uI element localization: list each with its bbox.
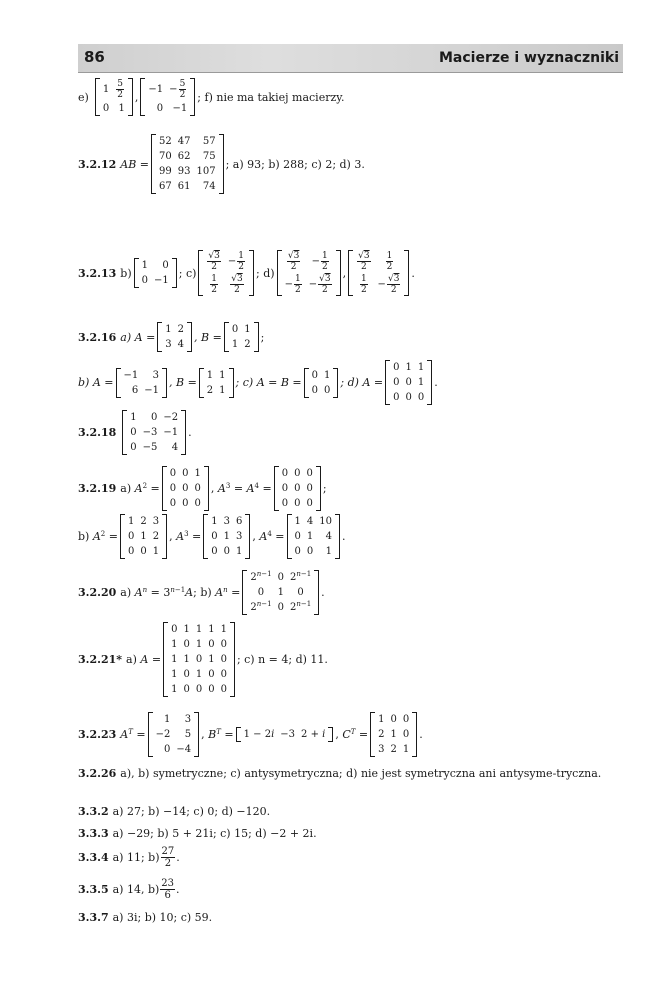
matrix: 1 4 10 0 1 4 0 0 1 bbox=[287, 514, 340, 559]
matrix-cell: 1 bbox=[208, 624, 215, 635]
exercise-3-2-16-a: 3.2.16 a) A = 1 2 3 4 , B = 0 1 1 2 ; bbox=[78, 324, 265, 350]
matrix: 1 3 6 0 1 3 0 0 1 bbox=[203, 514, 250, 559]
exercise-3-2-26: 3.2.26 a), b) symetryczne; c) antysymetryczna; d) nie jest symetryczna ani antysyme-tryczna. bbox=[78, 767, 602, 780]
page-number: 86 bbox=[84, 48, 105, 66]
exercise-3-2-18: 3.2.18 1 0 −2 0 −3 −1 0 −5 4 . bbox=[78, 412, 192, 453]
matrix-cell: 0 bbox=[183, 684, 190, 695]
matrix-cell: 1 bbox=[183, 624, 190, 635]
matrix-cell: 75 bbox=[202, 151, 216, 162]
matrix-cell: −2 bbox=[163, 412, 179, 423]
exercise-3-2-19-a: 3.2.19 a) $A^2$ = 0 0 1 0 0 0 0 0 0 , $A^3 = A^4$ = 0 0 0 0 0 0 0 0 0 ; bbox=[78, 468, 327, 509]
exercise-3-2-23: 3.2.23 $A^T$ = 1 3 −2 5 0 −4 , $B^T$ = 1 − 2i −3 2 + i , $C^T$ = 1 0 0 2 1 0 3 2 1 . bbox=[78, 714, 423, 755]
matrix-cell: 52 bbox=[159, 136, 172, 147]
matrix: 1 3 −2 5 0 −4 bbox=[148, 712, 200, 757]
matrix-cell: 0 bbox=[195, 654, 203, 665]
matrix-cell: 74 bbox=[202, 181, 216, 192]
matrix-cell: 107 bbox=[196, 166, 216, 177]
matrix: 1 − 2i −3 2 + i bbox=[236, 727, 334, 742]
matrix-cell: −1 bbox=[163, 427, 179, 438]
matrix-cell: 0 bbox=[183, 669, 190, 680]
running-header bbox=[78, 44, 623, 73]
matrix bbox=[163, 622, 235, 697]
exercise-3-2-16-bcd: b) A = −1 3 6 −1 , B = 1 1 2 1 ; c) A = B = 0 1 0 0 ; d) A = 0 1 1 0 0 1 0 0 0 . bbox=[78, 362, 438, 403]
exercise-3-3-7: 3.3.7 a) 3i; b) 10; c) 59. bbox=[78, 911, 213, 924]
matrix: 0 0 0 0 0 0 0 0 0 bbox=[274, 466, 321, 511]
exercise-3-2-20: 3.2.20 a) $A^n = 3^{n-1}A$; b) $A^n$ = $2^{n-1}$ 0 $2^{n-1}$ 0 1 0 $2^{n-1}$ 0 $2^{n-1}$ . bbox=[78, 570, 325, 613]
matrix: $\frac{√3}{2}$ $\frac{1}{2}$ $\frac{1}{2}$ − $\frac{√3}{2}$ bbox=[348, 250, 409, 296]
matrix: 1 0 0 2 1 0 3 2 1 bbox=[370, 712, 417, 757]
matrix: 0 0 1 0 0 0 0 0 0 bbox=[162, 466, 209, 511]
matrix: −1 3 6 −1 bbox=[116, 368, 168, 398]
matrix-cell: 1 bbox=[171, 639, 178, 650]
matrix-cell: 1 bbox=[195, 624, 203, 635]
matrix: $\frac{√3}{2}$ − $\frac{1}{2}$ $\frac{1}{2}$ $\frac{√3}{2}$ bbox=[198, 250, 254, 296]
exercise-3-3-2: 3.3.2 a) 27; b) −14; c) 0; d) −120. bbox=[78, 805, 271, 818]
matrix-ab bbox=[151, 134, 224, 194]
matrix: $2^{n-1}$ 0 $2^{n-1}$ 0 1 0 $2^{n-1}$ 0 $2^{n-1}$ bbox=[242, 570, 319, 615]
matrix-cell: 0 bbox=[220, 639, 227, 650]
matrix-cell: −3 bbox=[142, 427, 158, 438]
matrix-cell: 0 bbox=[220, 654, 227, 665]
matrix-cell: 0 bbox=[183, 639, 190, 650]
matrix-cell: 67 bbox=[159, 181, 172, 192]
matrix-cell: 1 bbox=[195, 639, 203, 650]
matrix-cell: −5 bbox=[142, 442, 158, 453]
matrix-cell: 0 bbox=[130, 427, 137, 438]
matrix-cell: 1 bbox=[171, 654, 178, 665]
matrix-cell: 47 bbox=[177, 136, 191, 147]
exercise-3-2-12: 3.2.12 AB = 52 47 57 70 62 75 99 93 107 67 61 74 ; a) 93; b) 288; c) 2; d) 3. bbox=[78, 136, 365, 192]
matrix-cell: 99 bbox=[159, 166, 172, 177]
matrix-cell: 0 bbox=[195, 684, 203, 695]
answers-3-2-12: ; a) 93; b) 288; c) 2; d) 3. bbox=[225, 157, 365, 171]
matrix-cell: 0 bbox=[130, 442, 137, 453]
matrix-cell: 1 bbox=[208, 654, 215, 665]
matrix: 1 1 2 1 bbox=[199, 368, 234, 398]
matrix-cell: 1 bbox=[220, 624, 227, 635]
exercise-3-2-13: 3.2.13 b) 1 0 0 −1 ; c) $\frac{√3}{2}$ − $\frac{1}{2}$ $\frac{1}{2}$ $\frac{√3}{2}$ ; d) $\frac{√3}{2}$ − $\frac{1}{2}$ − $\frac{1}{2}$ − $\frac{√3}{2}$ , $\frac{√3}{2}$ $\frac{1}{2}$ $\frac{1}{2}$ − $\frac{√3}{2}$ . bbox=[78, 251, 415, 295]
matrix-cell: 1 bbox=[130, 412, 137, 423]
exercise-3-2-19-b: b) $A^2$ = 1 2 3 0 1 2 0 0 1 , $A^3$ = 1 3 6 0 1 3 0 0 1 , $A^4$ = 1 4 10 0 1 4 0 0 1 . bbox=[78, 516, 346, 557]
matrix: 0 1 1 0 0 1 0 0 0 bbox=[385, 360, 432, 405]
answer-e-line: e) 1 $\frac{5}{2}$ 0 1 , −1 − $\frac{5}{2}$ 0 −1 ; f) nie ma takiej macierzy. bbox=[78, 79, 345, 114]
matrix: $\frac{√3}{2}$ − $\frac{1}{2}$ − $\frac{1}{2}$ − $\frac{√3}{2}$ bbox=[277, 250, 341, 296]
matrix-cell: 0 bbox=[220, 684, 227, 695]
chapter-title: Macierze i wyznaczniki bbox=[438, 50, 619, 66]
matrix: 1 0 0 −1 bbox=[134, 258, 177, 288]
matrix: 1 2 3 4 bbox=[157, 322, 192, 352]
matrix: 1 $\frac{5}{2}$ 0 1 bbox=[95, 78, 133, 116]
exercise-3-2-21: 3.2.21* a) A = 0 1 1 1 1 1 0 1 0 0 1 1 0 1 0 1 0 1 0 0 1 0 0 0 0 ; c) n = 4; d) 11. bbox=[78, 624, 328, 695]
exercise-3-3-4: 3.3.4 a) 11; b) $\frac{27}{2}$ . bbox=[78, 846, 180, 869]
matrix-cell: 70 bbox=[159, 151, 172, 162]
answer-e-text: ; f) nie ma takiej macierzy. bbox=[197, 90, 345, 104]
matrix-cell: 0 bbox=[220, 669, 227, 680]
matrix-cell: 0 bbox=[208, 684, 215, 695]
matrix-cell: 0 bbox=[208, 669, 215, 680]
matrix-cell: 61 bbox=[177, 181, 191, 192]
matrix-cell: 1 bbox=[171, 684, 178, 695]
matrix-cell: 4 bbox=[171, 442, 179, 453]
matrix-cell: 1 bbox=[183, 654, 190, 665]
matrix: 1 2 3 0 1 2 0 0 1 bbox=[120, 514, 167, 559]
matrix-cell: 57 bbox=[202, 136, 216, 147]
matrix-cell: 93 bbox=[177, 166, 191, 177]
exercise-3-3-5: 3.3.5 a) 14, b) $\frac{23}{6}$ . bbox=[78, 878, 180, 901]
matrix-cell: 0 bbox=[171, 624, 178, 635]
matrix: −1 − $\frac{5}{2}$ 0 −1 bbox=[140, 78, 195, 116]
matrix-cell: 0 bbox=[151, 412, 158, 423]
matrix: 0 1 1 2 bbox=[224, 322, 259, 352]
matrix bbox=[122, 410, 186, 455]
exercise-3-3-3: 3.3.3 a) −29; b) 5 + 21i; c) 15; d) −2 + 2i. bbox=[78, 827, 317, 840]
matrix-cell: 0 bbox=[208, 639, 215, 650]
matrix: 0 1 0 0 bbox=[304, 368, 339, 398]
matrix-cell: 62 bbox=[177, 151, 191, 162]
matrix-cell: 1 bbox=[195, 669, 203, 680]
matrix-cell: 1 bbox=[171, 669, 178, 680]
